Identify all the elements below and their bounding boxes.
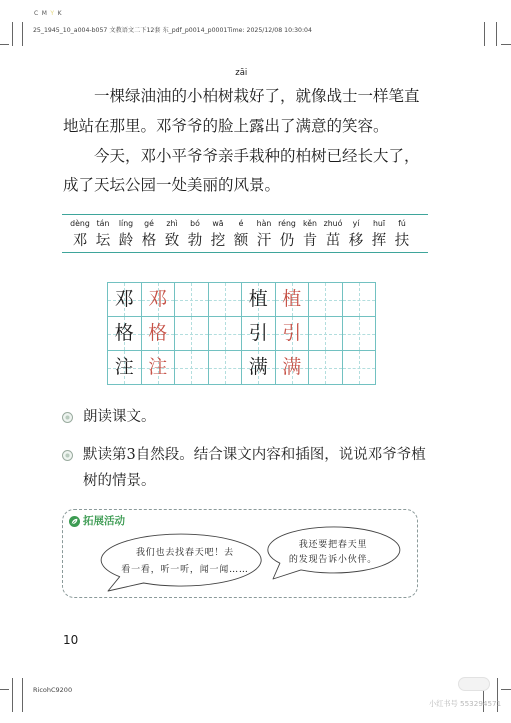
blank-practice-cell [209,351,243,385]
vocab-item [184,218,207,251]
tracing-character: 邓 [148,288,168,310]
text-segment: 好了，就像战士一样笔直 [249,87,420,105]
vocab-pinyin: é [238,219,244,228]
circle-bullet-icon [62,412,73,423]
blank-practice-cell [209,283,243,317]
vocab-item [276,218,299,251]
watermark-text: 小红书号 553294571 [429,699,502,708]
task-text-line: 树的情景。 [83,473,156,489]
printer-device-label: RicohC9200 [33,686,73,694]
vocab-pinyin: dèng [70,219,90,228]
model-character: 格 [114,322,134,344]
vocab-pinyin: líng [118,219,134,228]
model-character: 引 [248,322,268,344]
blank-practice-cell [209,317,243,351]
bubble-line: 我们也去找春天吧！去 [135,547,234,558]
writing-grid [107,282,376,385]
vocab-pinyin: zhuó [323,219,343,228]
vocab-item [345,218,368,251]
vocab-item [138,218,161,251]
model-character: 满 [248,356,268,378]
color-bar-magenta: M [41,10,47,17]
vocab-character: 茁 [325,232,341,249]
blank-practice-cell [175,317,209,351]
vocab-character: 勃 [187,232,203,249]
model-character-cell [108,317,142,351]
tracing-character-cell [276,283,310,317]
tracing-character-cell [142,317,176,351]
vocab-character: 额 [233,232,249,249]
vocab-pinyin: yí [352,219,360,228]
tracing-character-cell [142,351,176,385]
vocab-character: 邓 [72,232,88,249]
model-character: 邓 [114,288,134,310]
print-job-info: 25_1945_10_a004-b057 文教语文二下12套 东_pdf_p0014_p0001Time: 2025/12/08 10:30:04 [33,27,312,34]
text-segment: 一棵绿油油的小柏树 [94,87,234,105]
vocab-character: 龄 [118,232,134,249]
vocab-character: 扶 [394,232,410,249]
task-item [83,442,426,494]
crop-mark [22,22,23,46]
blank-practice-cell [309,317,343,351]
passage-line: 地站在那里。邓爷爷的脸上露出了满意的笑容。 [63,116,389,135]
blank-practice-cell [175,351,209,385]
vocab-item [207,218,230,251]
speech-bubble-text [110,545,260,579]
vocab-item [230,218,253,251]
color-bar-cyan: C [34,10,39,17]
model-character-cell [242,317,276,351]
blank-practice-cell [343,351,377,385]
vocab-pinyin: hàn [256,219,272,228]
vocab-item [115,218,138,251]
tracing-character-cell [276,351,310,385]
vocabulary-list [69,218,414,251]
paragraph [63,68,425,142]
color-bar-black: K [57,10,62,17]
task-text-line: 朗读课文。 [83,409,156,425]
crop-mark [484,22,485,46]
vocab-character: 汗 [256,232,272,249]
model-character-cell [108,283,142,317]
vocab-character: 致 [164,232,180,249]
model-character: 植 [248,288,268,310]
vocab-character: 仍 [279,232,295,249]
xiaohongshu-logo-icon [458,677,490,691]
vocab-item [92,218,115,251]
blank-practice-cell [309,283,343,317]
task-text-line: 默读第3自然段。结合课文内容和插图，说说邓爷爷植 [83,447,426,463]
model-character-cell [242,351,276,385]
vocab-character: 坛 [95,232,111,249]
vocab-pinyin: fú [398,219,406,228]
vocab-character: 肯 [302,232,318,249]
model-character-cell [108,351,142,385]
vocab-pinyin: zhì [166,219,178,228]
vocab-pinyin: réng [278,219,296,228]
passage-line: 今天，邓小平爷爷亲手栽种的柏树已经长大了， [94,146,420,165]
tracing-character: 植 [282,288,302,310]
page-number: 10 [63,633,79,647]
bubble-line: 的发现告诉小伙伴。 [288,554,378,565]
task-item [83,404,156,430]
model-character: 注 [114,356,134,378]
tracing-character-cell [142,283,176,317]
crop-mark [501,44,511,45]
passage [63,68,425,201]
passage-line [63,68,425,112]
blank-practice-cell [175,283,209,317]
vocab-character: 移 [348,232,364,249]
vocab-pinyin: wā [212,219,224,228]
annotated-character-base: 栽 [233,87,250,105]
blank-practice-cell [343,283,377,317]
speech-bubble-text [273,538,393,568]
vocab-character: 格 [141,232,157,249]
vocab-pinyin: huī [372,219,386,228]
vocab-item [299,218,322,251]
vocab-item [253,218,276,251]
color-bar [34,10,65,18]
paragraph [63,142,425,202]
vocab-pinyin: kěn [303,219,317,228]
tracing-character: 满 [282,356,302,378]
passage-line: 成了天坛公园一处美丽的风景。 [63,176,281,195]
vocabulary-band [62,214,428,253]
blank-practice-cell [343,317,377,351]
tracing-character: 引 [282,322,302,344]
bubble-line: 看一看，听一听，闻一闻…… [121,564,249,575]
crop-mark [0,44,9,45]
vocab-item [322,218,345,251]
crop-mark [496,22,497,46]
tracing-character: 格 [148,322,168,344]
crop-mark [0,689,9,690]
vocab-character: 挖 [210,232,226,249]
vocab-item [161,218,184,251]
crop-mark [12,678,13,712]
tracing-character-cell [276,317,310,351]
crop-mark [501,689,511,690]
vocab-character: 挥 [371,232,387,249]
pinyin-annotation: zāi [235,68,248,78]
vocab-item [69,218,92,251]
crop-mark [22,678,23,712]
crop-mark [12,22,13,46]
annotated-character [233,68,250,112]
activity-title: 拓展活动 [83,515,125,527]
vocab-pinyin: tán [96,219,110,228]
vocab-item [368,218,391,251]
bubble-line: 我还要把春天里 [298,539,368,550]
vocab-pinyin: bó [190,219,200,228]
circle-bullet-icon [62,450,73,461]
tracing-character: 注 [148,356,168,378]
color-bar-yellow: Y [50,10,55,17]
vocab-item [391,218,414,251]
model-character-cell [242,283,276,317]
vocab-pinyin: gé [144,219,154,228]
blank-practice-cell [309,351,343,385]
